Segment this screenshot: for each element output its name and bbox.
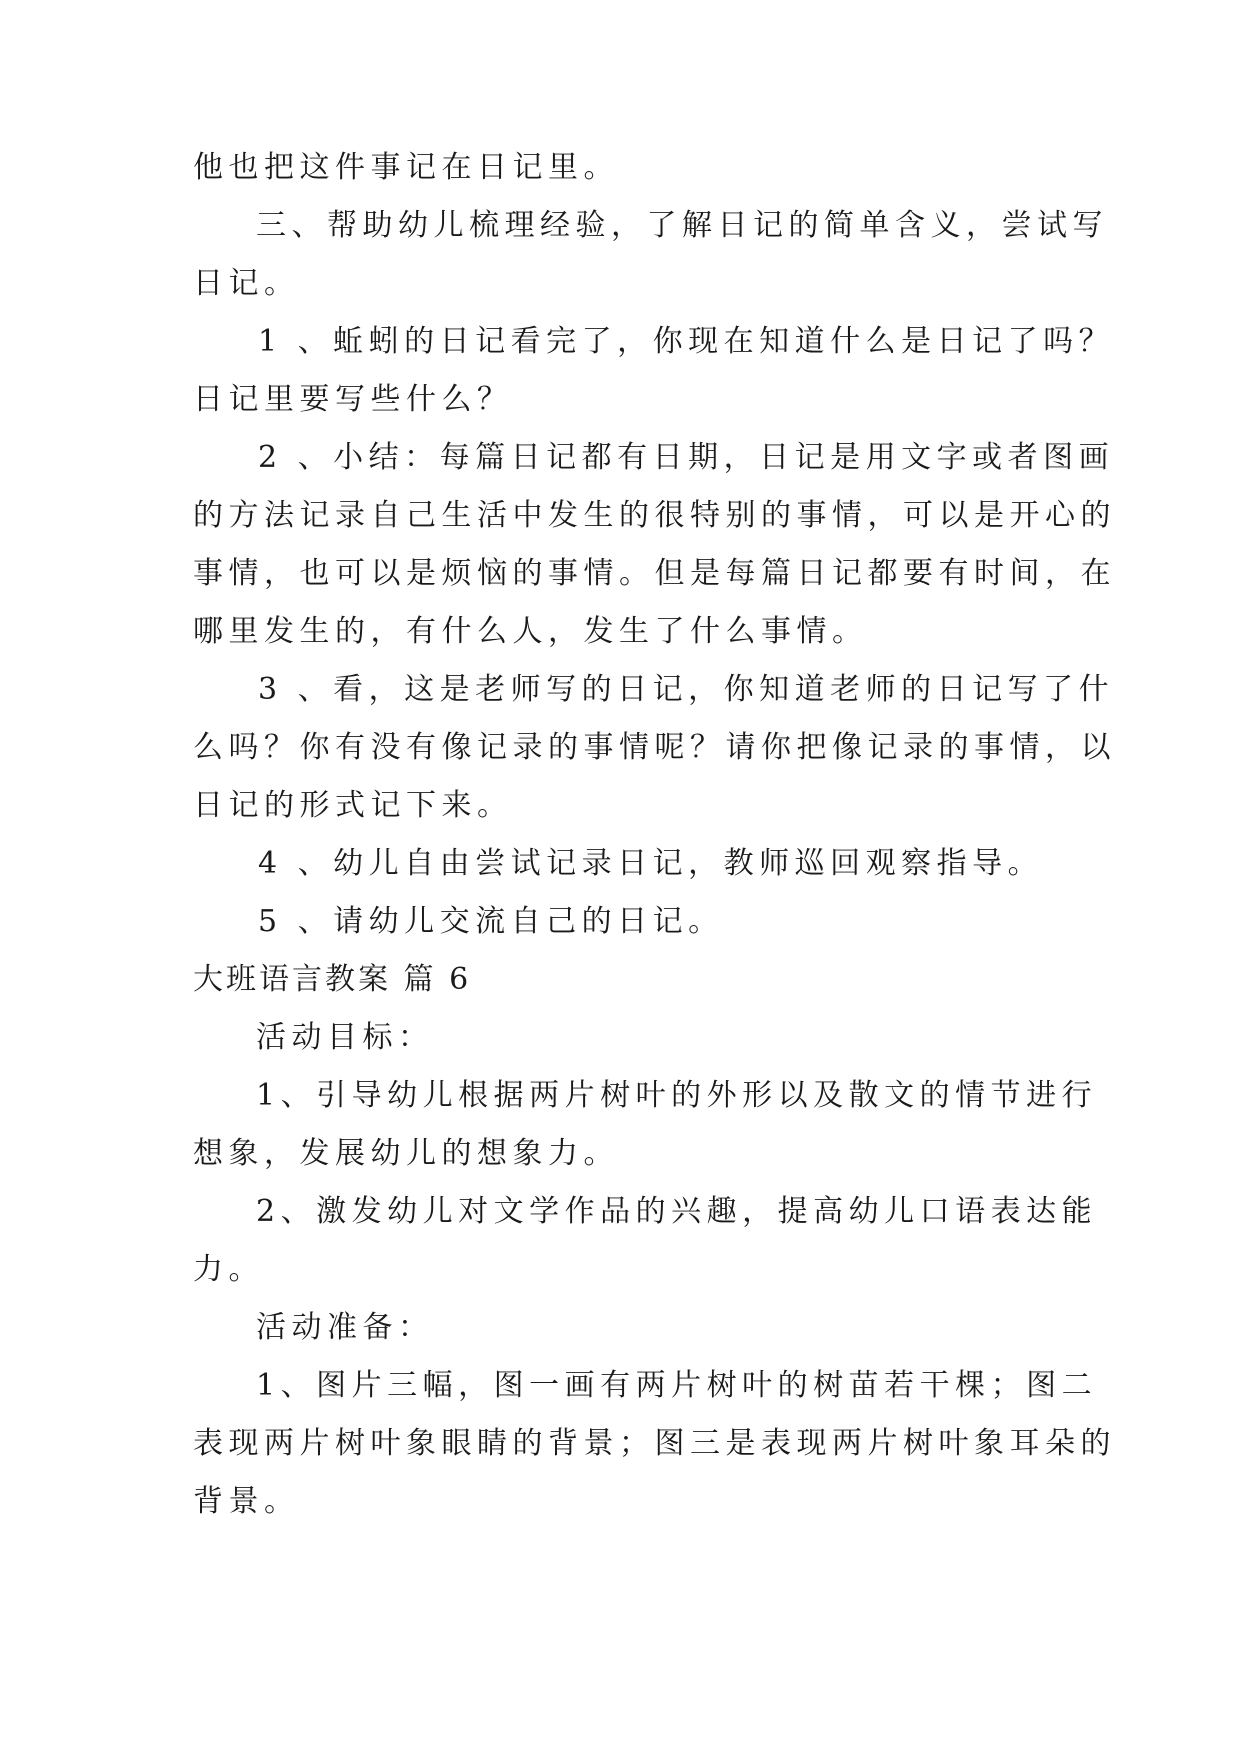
paragraph-line: 背景。 (193, 1484, 300, 1519)
paragraph-line: 么吗？你有没有像记录的事情呢？请你把像记录的事情，以 (193, 730, 1116, 765)
subheading-activity-goals: 活动目标： (256, 1020, 434, 1055)
paragraph-line: 日记的形式记下来。 (193, 788, 513, 823)
list-item-4-line: 4 、幼儿自由尝试记录日记，教师巡回观察指导。 (258, 846, 1044, 881)
paragraph-line: 力。 (193, 1252, 264, 1287)
preparation-1-line: 1、图片三幅，图一画有两片树叶的树苗若干棵；图二 (256, 1368, 1098, 1403)
paragraph-line: 事情，也可以是烦恼的事情。但是每篇日记都要有时间，在 (193, 556, 1116, 591)
list-item-3-line: 3 、看，这是老师写的日记，你知道老师的日记写了什 (258, 672, 1115, 707)
subheading-activity-preparation: 活动准备： (256, 1310, 434, 1345)
section-heading: 大班语言教案 篇 6 (193, 962, 472, 997)
paragraph-line: 哪里发生的，有什么人，发生了什么事情。 (193, 614, 868, 649)
paragraph-line: 表现两片树叶象眼睛的背景；图三是表现两片树叶象耳朵的 (193, 1426, 1116, 1461)
list-item-5-line: 5 、请幼儿交流自己的日记。 (258, 904, 724, 939)
section-three-line: 三、帮助幼儿梳理经验，了解日记的简单含义，尝试写 (256, 208, 1108, 243)
paragraph-line: 日记。 (193, 266, 300, 301)
paragraph-line: 他也把这件事记在日记里。 (193, 150, 619, 185)
list-item-1-line: 1 、蚯蚓的日记看完了，你现在知道什么是日记了吗？ (258, 324, 1115, 359)
list-item-2-line: 2 、小结：每篇日记都有日期，日记是用文字或者图画 (258, 440, 1115, 475)
paragraph-line: 想象，发展幼儿的想象力。 (193, 1136, 619, 1171)
goal-2-line: 2、激发幼儿对文学作品的兴趣，提高幼儿口语表达能 (256, 1194, 1098, 1229)
goal-1-line: 1、引导幼儿根据两片树叶的外形以及散文的情节进行 (256, 1078, 1098, 1113)
paragraph-line: 的方法记录自己生活中发生的很特别的事情，可以是开心的 (193, 498, 1116, 533)
paragraph-line: 日记里要写些什么？ (193, 382, 513, 417)
